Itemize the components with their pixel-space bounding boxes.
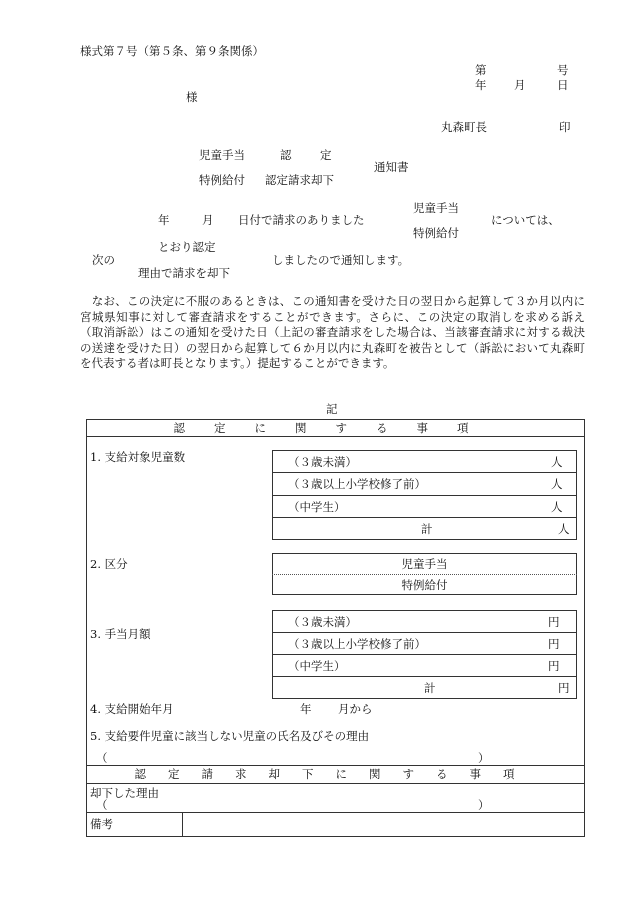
date-hi: 日 [557,78,569,92]
title-reject: 認定請求却下 [265,173,334,187]
intro-special: 特例給付 [413,226,459,240]
header-divider [86,436,585,437]
item5-paren-open: （ [96,751,108,765]
unit-yen: 円 [548,659,560,673]
intro-approve: とおり認定 [158,240,216,254]
row-line [272,495,577,496]
row-line [272,472,577,473]
unit-person: 人 [551,477,563,491]
row-line [272,654,577,655]
unit-yen: 円 [548,637,560,651]
section2-top-line [86,765,585,766]
row-line [272,632,577,633]
item1-label: 1. 支給対象児童数 [90,450,186,464]
amount-total-label: 計 [424,681,436,695]
recipient-sama: 様 [186,90,198,104]
item5-label: 5. 支給要件児童に該当しない児童の氏名及びその理由 [90,729,370,743]
intro-about: については、 [491,213,560,227]
intro-allowance: 児童手当 [413,201,459,215]
section2-header: 認定請求却下に関する事項 [134,767,537,781]
remarks-top-line [86,812,585,813]
row-line [272,676,577,677]
category-divider [272,574,577,575]
row-line [272,517,577,518]
date-nen: 年 [475,78,487,92]
intro-nen: 年 [158,213,170,227]
count-total-label: 計 [421,522,433,536]
unit-yen: 円 [558,681,570,695]
start-nen: 年 [300,702,312,716]
reject-paren-open: （ [96,798,108,812]
item5-paren-close: ） [478,751,490,765]
title-tei: 定 [320,148,332,162]
appeal-notice: なお、この決定に不服のあるときは、この通知書を受けた日の翌日から起算して３か月以内に宮城県知事に対して審査請求をすることができます。さらに、この決定の取消しを求める訴え（取消訴訟）はこの通知を受けた日（上記の審査請求をした場合は、当該審査請求に対する裁決の送達を受けた日）の翌日から起算して６か月以内に丸森町を被告として（訴訟において丸森町を代表する者は町長となります。）提起することができます。 [80,294,585,370]
intro-notice-end: しましたので通知します。 [272,253,410,267]
unit-person: 人 [551,500,563,514]
number-dai: 第 [475,63,487,77]
amount-junior-high: （中学生） [288,659,346,673]
section1-header: 認定に関する事項 [173,421,498,435]
unit-person: 人 [558,522,570,536]
form-number: 様式第７号（第５条、第９条関係） [80,44,264,58]
count-junior-high: （中学生） [288,500,346,514]
unit-person: 人 [551,455,563,469]
reject-reason-label: 却下した理由 [90,786,159,800]
number-gou: 号 [557,63,569,77]
item3-label: 3. 手当月額 [90,627,151,641]
count-under3: （３歳未満） [288,455,357,469]
amount-under3: （３歳未満） [288,615,357,629]
intro-reject: 理由で請求を却下 [138,266,230,280]
title-allowance: 児童手当 [199,148,245,162]
intro-date-text: 日付で請求のありました [238,213,365,227]
start-tsuki-kara: 月から [338,702,373,716]
intro-tsuki: 月 [202,213,214,227]
unit-yen: 円 [548,615,560,629]
item2-label: 2. 区分 [90,557,128,571]
remarks-divider [182,812,183,837]
date-tsuki: 月 [514,78,526,92]
item4-label: 4. 支給開始年月 [90,702,174,716]
count-3-to-primary: （３歳以上小学校修了前） [288,477,426,491]
seal-mark: 印 [559,120,571,134]
title-nin: 認 [280,148,292,162]
title-suffix: 通知書 [374,160,409,174]
intro-next: 次の [92,253,115,267]
category-special-benefit: 特例給付 [401,578,448,592]
reject-paren-close: ） [478,798,490,812]
ki-mark: 記 [326,402,338,416]
remarks-label: 備考 [90,817,113,831]
issuer-name: 丸森町長 [441,120,487,134]
amount-3-to-primary: （３歳以上小学校修了前） [288,637,426,651]
category-child-allowance: 児童手当 [401,557,448,571]
title-special: 特例給付 [199,173,245,187]
section2-divider [86,783,585,784]
